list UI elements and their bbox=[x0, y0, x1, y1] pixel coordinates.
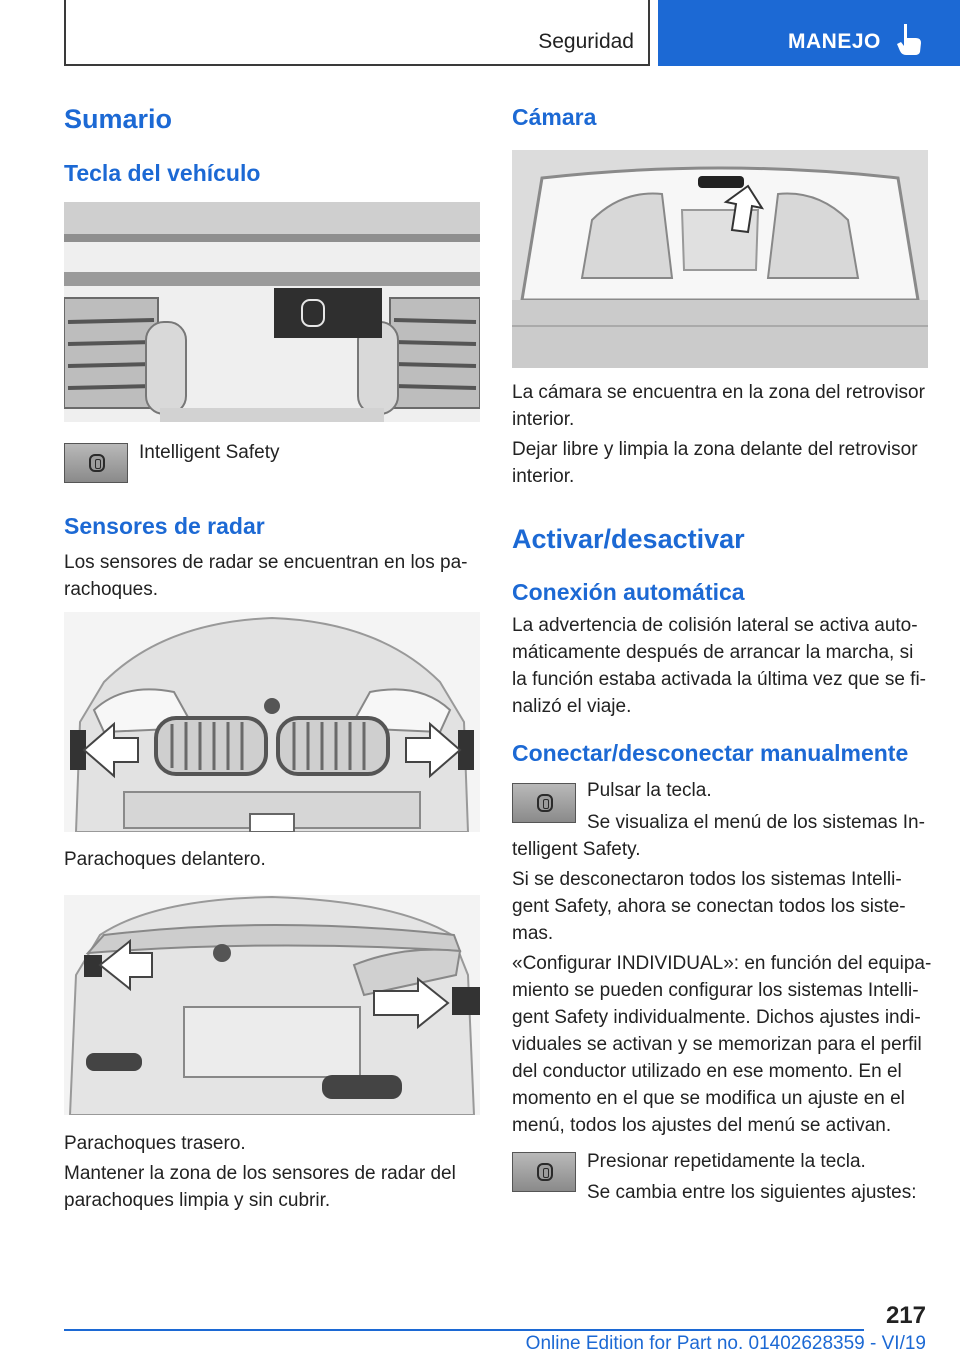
menu-line-2: telligent Safety. bbox=[512, 839, 641, 860]
front-bumper-caption: Parachoques delantero. bbox=[64, 849, 266, 870]
press-key-text: Pulsar la tecla. bbox=[587, 780, 712, 801]
camera-line-2: interior. bbox=[512, 409, 575, 430]
camera-heading: Cámara bbox=[512, 104, 597, 130]
auto-heading: Conexión automática bbox=[512, 579, 745, 605]
off-line-2: gent Safety, ahora se conectan todos los siste‐ bbox=[512, 896, 906, 917]
camera-line-1: La cámara se encuentra en la zona del retrovisor bbox=[512, 382, 925, 403]
intelligent-safety-key-icon bbox=[64, 443, 128, 483]
intelligent-safety-key-icon bbox=[512, 783, 576, 823]
auto-line-1: La advertencia de colisión lateral se activa auto‐ bbox=[512, 615, 918, 636]
camera-line-4: interior. bbox=[512, 466, 575, 487]
header-tab-label: MANEJO bbox=[788, 30, 881, 53]
camera-interior-photo bbox=[512, 150, 928, 368]
header-section-box bbox=[64, 0, 650, 66]
keep-clean-line-2: parachoques limpia y sin cubrir. bbox=[64, 1190, 331, 1211]
radar-text-line-2: rachoques. bbox=[64, 579, 159, 600]
individual-line-1: «Configurar INDIVIDUAL»: en función del equipa‐ bbox=[512, 953, 932, 974]
individual-line-2: miento se pueden configurar los sistemas Intelli‐ bbox=[512, 980, 919, 1001]
rear-bumper-photo bbox=[64, 895, 480, 1115]
auto-line-3: la función estaba activada la última vez que se fi‐ bbox=[512, 669, 927, 690]
pointing-hand-icon bbox=[894, 22, 924, 56]
individual-line-5: del conductor utilizado en ese momento. En el bbox=[512, 1061, 902, 1082]
manual-heading: Conectar/desconectar manualmente bbox=[512, 740, 909, 766]
off-line-3: mas. bbox=[512, 923, 554, 944]
individual-line-4: viduales se activan y se memorizan para el perfil bbox=[512, 1034, 922, 1055]
footer-divider bbox=[64, 1329, 864, 1331]
intelligent-safety-key-icon bbox=[512, 1152, 576, 1192]
rear-bumper-caption: Parachoques trasero. bbox=[64, 1133, 246, 1154]
menu-line-1: Se visualiza el menú de los sistemas In‐ bbox=[587, 812, 925, 833]
off-line-1: Si se desconectaron todos los sistemas Intelli‐ bbox=[512, 869, 902, 890]
footer-edition: Online Edition for Part no. 01402628359 - VI/19 bbox=[525, 1333, 926, 1354]
radar-text-line-1: Los sensores de radar se encuentran en los pa‐ bbox=[64, 552, 468, 573]
front-bumper-photo bbox=[64, 612, 480, 832]
header-section-title: Seguridad bbox=[538, 30, 634, 53]
auto-line-2: máticamente después de arrancar la marcha, si bbox=[512, 642, 914, 663]
activate-title: Activar/desactivar bbox=[512, 524, 745, 554]
individual-line-3: gent Safety individualmente. Dichos ajustes indi‐ bbox=[512, 1007, 921, 1028]
switch-settings-text: Se cambia entre los siguientes ajustes: bbox=[587, 1182, 917, 1203]
dashboard-key-photo bbox=[64, 202, 480, 422]
auto-line-4: nalizó el viaje. bbox=[512, 696, 632, 717]
key-heading: Tecla del vehículo bbox=[64, 160, 261, 186]
header-tab-manejo[interactable] bbox=[658, 0, 960, 66]
page-number: 217 bbox=[885, 1302, 926, 1329]
radar-heading: Sensores de radar bbox=[64, 513, 265, 539]
repeat-press-text: Presionar repetidamente la tecla. bbox=[587, 1151, 866, 1172]
individual-line-6: momento en el que se modifica un ajuste en el bbox=[512, 1088, 905, 1109]
individual-line-7: menú, todos los ajustes del menú se activan. bbox=[512, 1115, 892, 1136]
keep-clean-line-1: Mantener la zona de los sensores de radar del bbox=[64, 1163, 456, 1184]
camera-line-3: Dejar libre y limpia la zona delante del retrovisor bbox=[512, 439, 918, 460]
key-caption: Intelligent Safety bbox=[139, 442, 280, 463]
page-title: Sumario bbox=[64, 104, 173, 134]
